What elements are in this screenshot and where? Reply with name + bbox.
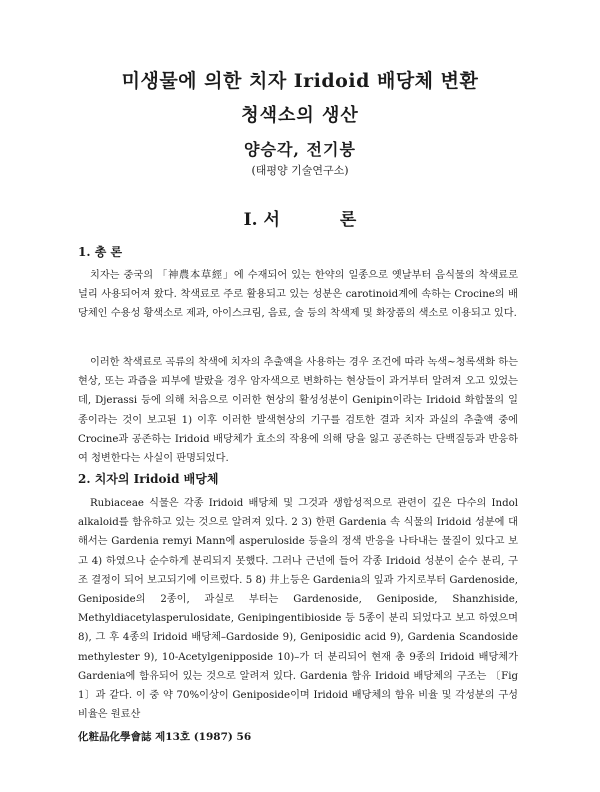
section-number: I. <box>243 210 258 230</box>
paragraph-1-1: 치자는 중국의 「神農本草經」에 수재되어 있는 한약의 일종으로 옛날부터 음식물의 착색료로 널리 사용되어져 왔다. 착색료로 주로 활용되고 있는 성분은 carotinoid계에 속하는 Crocine의 배당체인 수용성 황색소로 제과, 아이스크림, 음료, 술 등의 착색제 및 화장품의 색소로 이용되고 있다. <box>78 270 518 320</box>
section-title-right: 론 <box>339 210 357 230</box>
authors: 양승각, 전기붕 <box>244 140 356 159</box>
paper-title-line2: 청색소의 생산 <box>241 105 359 126</box>
subsection-heading-1: 1. 총 론 <box>78 245 123 259</box>
section-title-left: 서 <box>263 210 280 230</box>
paragraph-2-1: Rubiaceae 식물은 각종 Iridoid 배당체 및 그것과 생합성적으로 관련이 깊은 다수의 Indol alkaloid를 함유하고 있는 것으로 알려져 있다. 2 3) 한편 Gardenia 속 식물의 Iridoid 성분에 대해서는 Gardenia remyi Mann에 asperuloside 등을의 정색 반응을 나타내는 물질이 있다고 보고 4) 하였으나 순수하게 분리되지 못했다. 그러나 근년에 들어 각종 Iridoid 성분이 순수 분리, 구조 결정이 되어 보고되기에 이르렀다. 5 8) 井上등은 Gardenia의 잎과 가지로부터 Gardenoside, Geniposide의 2종이, 과실로 부터는 Gardenoside, Geniposide, Shanzhiside, Methyldiacetylasperulosidate, Genipingentibioside 등 5종이 분리 되었다고 보고 하였으며 8), 그 후 4종의 Iridoid 배당체–Gardoside 9), Geniposidic acid 9), Gardenia Scandoside methylester 9), 10-Acetylgenipposide 10)–가 더 분리되어 현재 총 9종의 Iridoid 배당체가 Gardenia에 함유되어 있는 것으로 알려져 있다. Gardenia 함유 Iridoid 배당체의 구조는 〔Fig 1〕과 같다. 이 중 약 70%이상이 Geniposide이며 Iridoid 배당체의 함유 비율 및 각성분의 구성비율은 원료산 <box>78 498 518 721</box>
affiliation: (태평양 기술연구소) <box>251 164 349 177</box>
paper-title-line1: 미생물에 의한 치자 Iridoid 배당체 변환 <box>121 70 479 92</box>
subsection-heading-2: 2. 치자의 Iridoid 배당체 <box>78 472 219 486</box>
journal-footer: 化粧品化學會誌 제13호 (1987) 56 <box>78 731 252 743</box>
paragraph-1-2: 이러한 착색료로 곡류의 착색에 치자의 추출액을 사용하는 경우 조건에 따라 녹색~청록색화 하는 현상, 또는 과즙을 피부에 발랐을 경우 암자색으로 변화하는 현상들이 과거부터 알려져 오고 있었는데, Djerassi 등에 의해 처음으로 이러한 현상의 활성성분이 Genipin이라는 Iridoid 화합물의 일종이라는 것이 보고된 1) 이후 이러한 발색현상의 기구를 검토한 결과 치자 과실의 추출액 중에 Crocine과 공존하는 Iridoid 배당체가 효소의 작용에 의해 당을 잃고 공존하는 단백질등과 반응하여 청변한다는 사실이 판명되었다. <box>78 357 518 465</box>
section-heading <box>0 205 600 230</box>
